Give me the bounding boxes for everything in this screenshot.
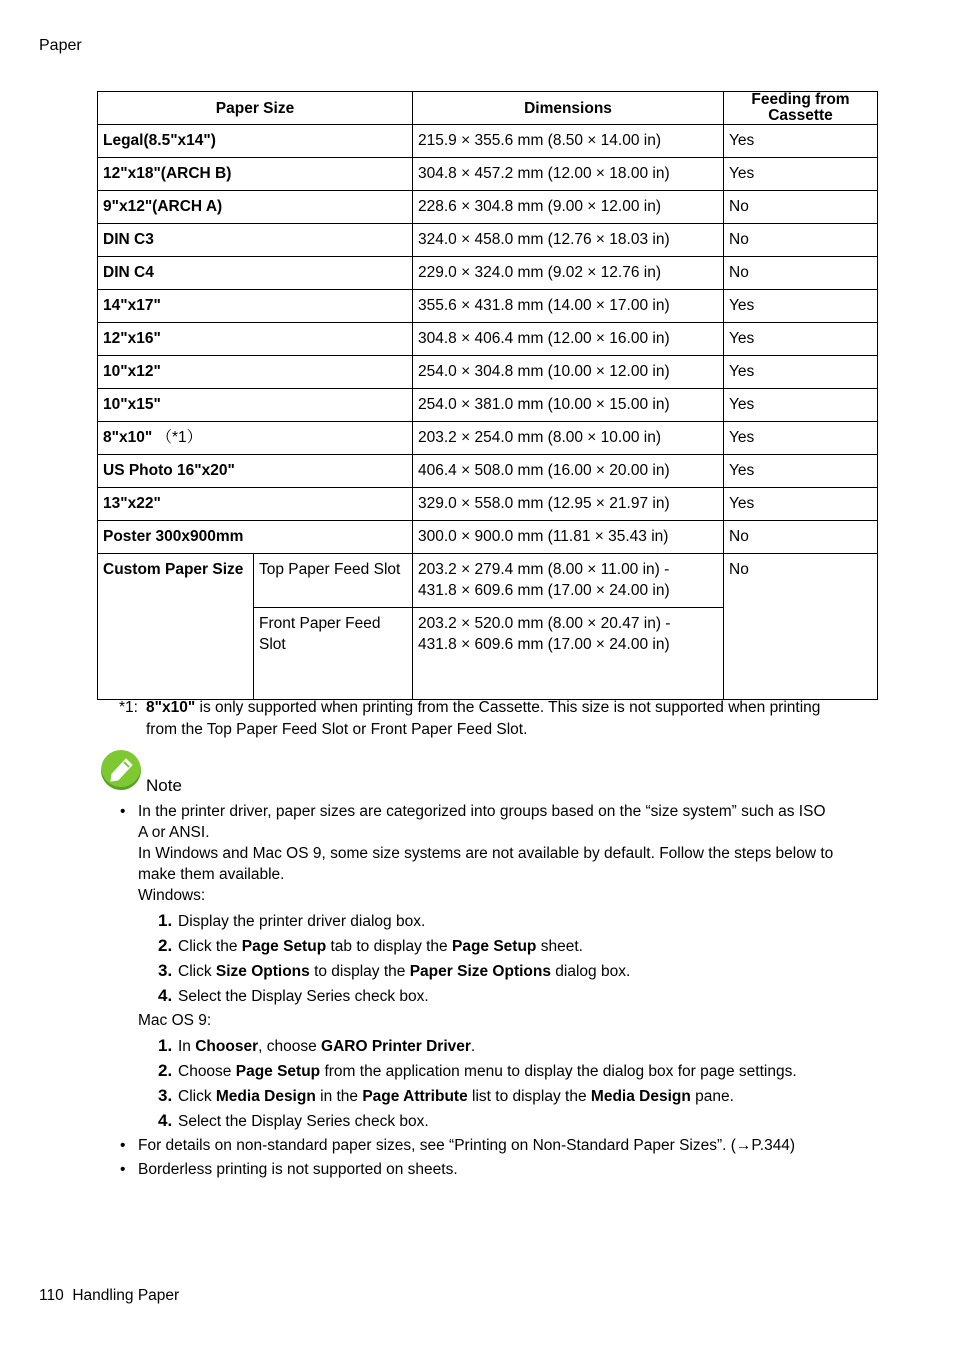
size-label: 10"x15" [103,396,161,413]
note-text: make them available. [138,866,285,883]
step-item [158,958,870,983]
footer-title: Handling Paper [72,1287,180,1304]
slot-dimensions [413,608,724,700]
step-text: Click [178,1088,216,1105]
step-text: Media Design [215,1088,316,1105]
table-row [98,521,878,554]
section-header: Paper [39,37,82,54]
size-label: 14"x17" [103,297,161,314]
note-text: For details on non-standard paper sizes, see “Printing on Non-Standard Paper Sizes”. (→P.344) [138,1137,796,1154]
dimensions-cell: 203.2 × 254.0 mm (8.00 × 10.00 in) [413,422,724,455]
table-row [98,422,878,455]
step-text: Page Attribute [362,1088,468,1105]
dimensions-cell: 228.6 × 304.8 mm (9.00 × 12.00 in) [413,191,724,224]
dimensions-cell: 329.0 × 558.0 mm (12.95 × 21.97 in) [413,488,724,521]
slot-label: Top Paper Feed Slot [254,554,413,608]
dimensions-cell: 406.4 × 508.0 mm (16.00 × 20.00 in) [413,455,724,488]
dims-line: 203.2 × 520.0 mm (8.00 × 20.47 in) - [418,615,671,632]
table-row [98,290,878,323]
feed-cell: No [724,191,878,224]
paper-size-name [98,158,413,191]
size-label: Poster 300x900mm [103,528,244,545]
feed-cell: Yes [724,290,878,323]
paper-size-name [98,422,413,455]
note-label: Note [146,776,182,795]
paper-size-name [98,257,413,290]
feed-cell: Yes [724,125,878,158]
custom-feed-value: No [724,554,878,700]
size-label: DIN C4 [103,264,154,281]
note-bullet [120,801,870,1133]
header-dimensions: Dimensions [413,92,724,125]
step-number: 3. [158,961,173,980]
feed-cell: Yes [724,488,878,521]
table-row [98,389,878,422]
step-text: sheet. [536,938,583,955]
step-item [158,1108,870,1133]
note-list [120,801,870,1180]
step-text: Media Design [590,1088,691,1105]
table-row [98,125,878,158]
bullet-dot: • [120,803,126,820]
step-text: in the [315,1088,363,1105]
step-text: from the application menu to display the dialog box for page settings. [320,1063,797,1080]
size-label: 13"x22" [103,495,161,512]
footnote-text: is only supported when printing from the Cassette. This size is not supported when printing [195,699,821,716]
feed-cell: Yes [724,323,878,356]
dimensions-cell: 355.6 × 431.8 mm (14.00 × 17.00 in) [413,290,724,323]
step-text: Choose [178,1063,236,1080]
footnote-text-cont: from the Top Paper Feed Slot or Front Paper Feed Slot. [146,721,528,738]
step-number: 1. [158,1036,173,1055]
table-header-row [98,92,878,125]
dimensions-cell: 304.8 × 406.4 mm (12.00 × 16.00 in) [413,323,724,356]
paper-size-name [98,290,413,323]
step-text: Paper Size Options [409,963,551,980]
windows-steps [158,908,870,1008]
step-text: tab to display the [326,938,452,955]
dims-line: 203.2 × 279.4 mm (8.00 × 11.00 in) - [418,561,670,578]
mac-label: Mac OS 9: [138,1012,212,1029]
step-number: 2. [158,936,173,955]
step-text: Page Setup [451,938,537,955]
note-text: In the printer driver, paper sizes are categorized into groups based on the “size system” such as ISO [138,803,826,820]
step-number: 2. [158,1061,173,1080]
paper-size-name [98,125,413,158]
feed-cell: Yes [724,455,878,488]
feed-cell: Yes [724,422,878,455]
dimensions-cell: 300.0 × 900.0 mm (11.81 × 35.43 in) [413,521,724,554]
size-label: 8"x10" [103,429,153,446]
page-footer [39,1287,179,1305]
header-paper-size: Paper Size [98,92,413,125]
step-text: Size Options [215,963,310,980]
dimensions-cell: 254.0 × 381.0 mm (10.00 × 15.00 in) [413,389,724,422]
step-text: Click [178,963,216,980]
dims-line: 431.8 × 609.6 mm (17.00 × 24.00 in) [418,582,670,599]
step-number: 1. [158,911,173,930]
header-feeding-from-cassette: Feeding from Cassette [724,92,878,125]
dimensions-cell: 304.8 × 457.2 mm (12.00 × 18.00 in) [413,158,724,191]
dimensions-cell: 229.0 × 324.0 mm (9.02 × 12.76 in) [413,257,724,290]
step-text: Click the [178,938,242,955]
paper-size-name [98,389,413,422]
table-row [98,356,878,389]
size-label: 9"x12"(ARCH A) [103,198,223,215]
feed-cell: No [724,224,878,257]
step-number: 4. [158,986,173,1005]
table-row [98,455,878,488]
mac-steps [158,1033,870,1133]
footnote [119,697,864,741]
pencil-note-icon [101,750,141,790]
dimensions-cell: 254.0 × 304.8 mm (10.00 × 12.00 in) [413,356,724,389]
table-row [98,224,878,257]
paper-size-table [97,91,878,700]
custom-paper-size-label: Custom Paper Size [98,554,254,700]
note-text: In Windows and Mac OS 9, some size systems are not available by default. Follow the steps below to [138,845,834,862]
size-label: DIN C3 [103,231,154,248]
bullet-dot: • [120,1161,126,1178]
step-text: Select the Display Series check box. [178,1113,429,1130]
table-row-custom-top [98,554,878,608]
step-item [158,1083,870,1108]
step-text: In [178,1038,196,1055]
step-number: 3. [158,1086,173,1105]
table-row [98,191,878,224]
paper-size-name [98,224,413,257]
feed-cell: Yes [724,389,878,422]
size-label: 12"x16" [103,330,161,347]
paper-size-name [98,356,413,389]
step-text: Page Setup [241,938,327,955]
feed-cell: No [724,257,878,290]
step-item [158,1058,870,1083]
step-text: list to display the [467,1088,591,1105]
step-number: 4. [158,1111,173,1130]
step-text: to display the [309,963,410,980]
size-label: US Photo 16"x20" [103,462,235,479]
note-bullet [120,1159,870,1180]
step-text: dialog box. [550,963,631,980]
bullet-dot: • [120,1137,126,1154]
paper-size-name [98,488,413,521]
step-item [158,1033,870,1058]
step-text: GARO Printer Driver [321,1038,471,1055]
table-row [98,488,878,521]
size-label: Legal(8.5"x14") [103,132,216,149]
footnote-mark: *1: [119,699,138,716]
slot-label: Front Paper Feed Slot [254,608,413,700]
paper-size-name [98,455,413,488]
footnote-bold-size: 8"x10" [146,699,196,716]
note-text: A or ANSI. [138,824,210,841]
step-text: Display the printer driver dialog box. [178,913,426,930]
paper-size-name [98,191,413,224]
note-text: Borderless printing is not supported on sheets. [138,1161,458,1178]
step-text: Page Setup [235,1063,321,1080]
step-text: pane. [690,1088,734,1105]
step-item [158,908,870,933]
size-label: 12"x18"(ARCH B) [103,165,232,182]
step-item [158,933,870,958]
slot-dimensions [413,554,724,608]
size-label: 10"x12" [103,363,161,380]
size-note: （*1） [152,429,203,446]
feed-cell: Yes [724,158,878,191]
step-text: Select the Display Series check box. [178,988,429,1005]
table-row [98,158,878,191]
feed-cell: Yes [724,356,878,389]
step-text: . [470,1038,476,1055]
step-text: , choose [258,1038,322,1055]
paper-size-name [98,323,413,356]
paper-size-name [98,521,413,554]
note-bullet [120,1135,870,1156]
page-number: 110 [39,1287,64,1304]
table-row [98,257,878,290]
step-text: Chooser [195,1038,259,1055]
dims-line: 431.8 × 609.6 mm (17.00 × 24.00 in) [418,636,670,653]
feed-cell: No [724,521,878,554]
windows-label: Windows: [138,887,206,904]
table-row [98,323,878,356]
dimensions-cell: 215.9 × 355.6 mm (8.50 × 14.00 in) [413,125,724,158]
dimensions-cell: 324.0 × 458.0 mm (12.76 × 18.03 in) [413,224,724,257]
step-item [158,983,870,1008]
